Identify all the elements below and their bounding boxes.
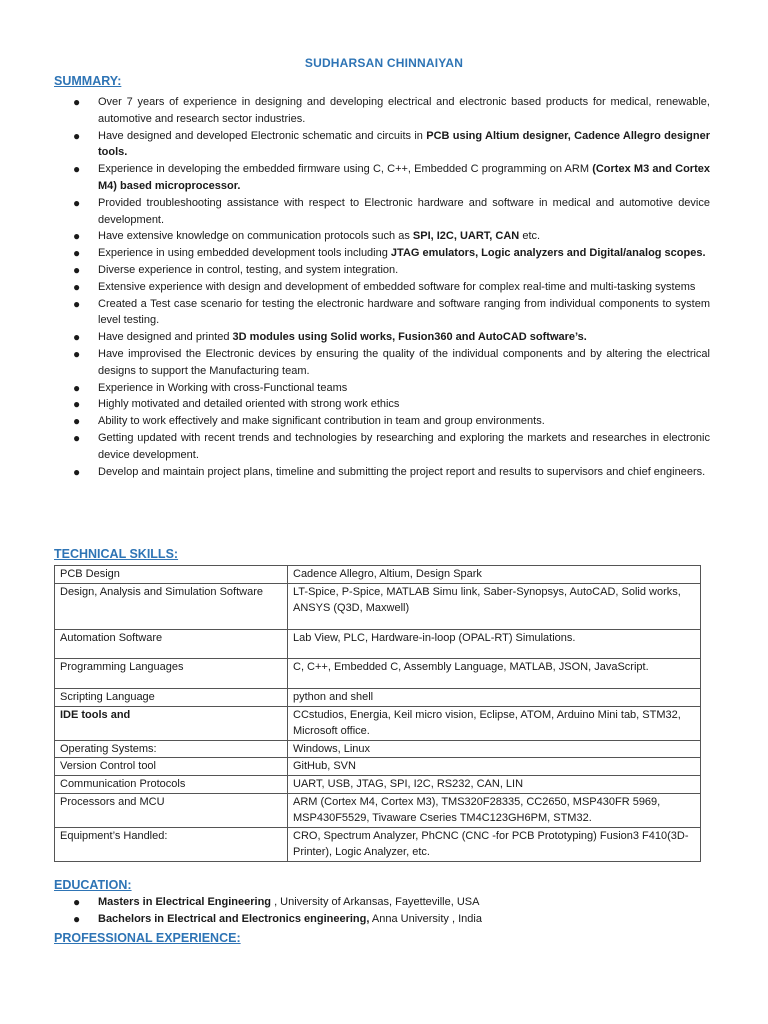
skills-row <box>55 775 701 793</box>
text-run: etc. <box>519 230 541 243</box>
summary-heading: SUMMARY: <box>54 74 122 88</box>
summary-item <box>54 396 710 413</box>
summary-item <box>54 380 710 397</box>
summary-item <box>54 128 710 162</box>
skills-row <box>55 566 701 584</box>
skill-category: PCB Design <box>55 566 288 584</box>
education-list <box>54 894 710 928</box>
summary-item <box>54 430 710 464</box>
text-run: Have designed and printed <box>98 331 233 344</box>
skill-value: ARM (Cortex M4, Cortex M3), TMS320F28335, CC2650, MSP430FR 5969, MSP430F5529, Tivaware Cseries TM4C123GH6PM, STM32. <box>288 793 701 827</box>
text-run: Experience in Working with cross-Functional teams <box>98 381 348 394</box>
skills-row <box>55 740 701 758</box>
text-run: Getting updated with recent trends and technologies by researching and exploring the markets and researches in electronic device development. <box>98 431 710 461</box>
skill-category: Equipment’s Handled: <box>55 827 288 861</box>
bullet-icon: ● <box>73 195 81 210</box>
summary-item <box>54 245 710 262</box>
skill-value: C, C++, Embedded C, Assembly Language, MATLAB, JSON, JavaScript. <box>288 659 701 689</box>
summary-item <box>54 279 710 296</box>
bullet-icon: ● <box>73 330 81 345</box>
bullet-icon: ● <box>73 262 81 277</box>
skill-category: IDE tools and <box>55 706 288 740</box>
bullet-icon: ● <box>73 912 81 926</box>
education-item <box>54 911 710 928</box>
bullet-icon: ● <box>73 229 81 244</box>
text-run: Provided troubleshooting assistance with respect to Electronic hardware and software in medical and automotive device development. <box>98 196 710 226</box>
text-run: Diverse experience in control, testing, and system integration. <box>98 263 399 276</box>
text-run: (Cortex M3 and Cortex M4) based microprocessor. <box>98 163 710 192</box>
text-run: Anna University , India <box>369 913 482 925</box>
text-run: , University of Arkansas, Fayetteville, USA <box>271 896 480 908</box>
summary-item <box>54 228 710 245</box>
bullet-icon: ● <box>73 296 81 311</box>
skill-category: Automation Software <box>55 629 288 659</box>
skill-category: Operating Systems: <box>55 740 288 758</box>
candidate-name: SUDHARSAN CHINNAIYAN <box>304 56 464 70</box>
text-run: Have designed and developed Electronic schematic and circuits in <box>98 129 427 142</box>
summary-item <box>54 161 710 195</box>
technical-skills-heading: TECHNICAL SKILLS: <box>54 547 179 561</box>
summary-item <box>54 94 710 128</box>
skill-category: Communication Protocols <box>55 775 288 793</box>
skill-category: Processors and MCU <box>55 793 288 827</box>
skill-value: LT-Spice, P-Spice, MATLAB Simu link, Saber-Synopsys, AutoCAD, Solid works, ANSYS (Q3D, Maxwell) <box>288 583 701 629</box>
bullet-icon: ● <box>73 346 81 361</box>
text-run: Have extensive knowledge on communication protocols such as <box>98 230 413 243</box>
text-run: Over 7 years of experience in designing and developing electrical and electronic based products for medical, renewable, automotive and research sector industries. <box>98 96 710 125</box>
bullet-icon: ● <box>73 380 81 395</box>
skills-row <box>55 629 701 659</box>
skill-category: Programming Languages <box>55 659 288 689</box>
text-run: SPI, I2C, UART, CAN <box>412 230 520 243</box>
bullet-icon: ● <box>73 246 81 261</box>
skill-value: CCstudios, Energia, Keil micro vision, Eclipse, ATOM, Arduino Mini tab, STM32, Microsoft office. <box>288 706 701 740</box>
skill-value: CRO, Spectrum Analyzer, PhCNC (CNC -for PCB Prototyping) Fusion3 F410(3D- Printer), Logic Analyzer, etc. <box>288 827 701 861</box>
skills-row <box>55 706 701 740</box>
bullet-icon: ● <box>73 279 81 294</box>
text-run: 3D modules using Solid works, Fusion360 and AutoCAD software’s. <box>232 331 587 344</box>
summary-item <box>54 346 710 380</box>
bullet-icon: ● <box>73 464 81 479</box>
text-run: Develop and maintain project plans, timeline and submitting the project report and results to supervisors and chief engineers. <box>98 465 706 478</box>
text-run: PCB using Altium designer, Cadence Allegro designer tools. <box>98 129 710 159</box>
text-run: Have improvised the Electronic devices by ensuring the quality of the individual components and by altering the electrical designs to support the Manufacturing team. <box>98 347 710 377</box>
skills-row <box>55 793 701 827</box>
summary-item <box>54 296 710 330</box>
education-heading: EDUCATION: <box>54 878 132 892</box>
bullet-icon: ● <box>73 430 81 445</box>
summary-item <box>54 329 710 346</box>
skill-value: Lab View, PLC, Hardware-in-loop (OPAL-RT) Simulations. <box>288 629 701 659</box>
bullet-icon: ● <box>73 95 81 109</box>
text-run: Highly motivated and detailed oriented with strong work ethics <box>98 398 400 411</box>
text-run: Ability to work effectively and make significant contribution in team and group environments. <box>98 415 545 428</box>
professional-experience-heading: PROFESSIONAL EXPERIENCE: <box>54 931 241 945</box>
skill-category: Scripting Language <box>55 688 288 706</box>
skill-value: UART, USB, JTAG, SPI, I2C, RS232, CAN, LIN <box>288 775 701 793</box>
text-run: Masters in Electrical Engineering <box>98 896 272 908</box>
skills-row <box>55 758 701 776</box>
summary-item <box>54 195 710 229</box>
skill-value: Windows, Linux <box>288 740 701 758</box>
text-run: Extensive experience with design and development of embedded software for complex real-time and multi-tasking systems <box>98 280 696 293</box>
bullet-icon: ● <box>73 397 81 412</box>
text-run: Created a Test case scenario for testing the electronic hardware and software ranging from individual components to system level testing. <box>98 297 710 327</box>
skill-value: GitHub, SVN <box>288 758 701 776</box>
bullet-icon: ● <box>73 895 81 909</box>
skills-row <box>55 827 701 861</box>
skills-row <box>55 688 701 706</box>
bullet-icon: ● <box>73 128 81 143</box>
skill-category: Design, Analysis and Simulation Software <box>55 583 288 629</box>
bullet-icon: ● <box>73 414 81 429</box>
text-run: JTAG emulators, Logic analyzers and Digital/analog scopes. <box>390 247 706 260</box>
summary-item <box>54 464 710 481</box>
text-run: Bachelors in Electrical and Electronics engineering, <box>98 913 370 925</box>
text-run: Experience in using embedded development tools including <box>98 247 391 260</box>
skills-row <box>55 583 701 629</box>
summary-item <box>54 262 710 279</box>
summary-list <box>54 94 710 480</box>
skill-value: Cadence Allegro, Altium, Design Spark <box>288 566 701 584</box>
skills-row <box>55 659 701 689</box>
skill-category: Version Control tool <box>55 758 288 776</box>
education-item <box>54 894 710 911</box>
summary-item <box>54 413 710 430</box>
technical-skills-table <box>54 565 701 862</box>
bullet-icon: ● <box>73 162 81 177</box>
text-run: Experience in developing the embedded firmware using C, C++, Embedded C programming on ARM <box>98 163 593 176</box>
skill-value: python and shell <box>288 688 701 706</box>
